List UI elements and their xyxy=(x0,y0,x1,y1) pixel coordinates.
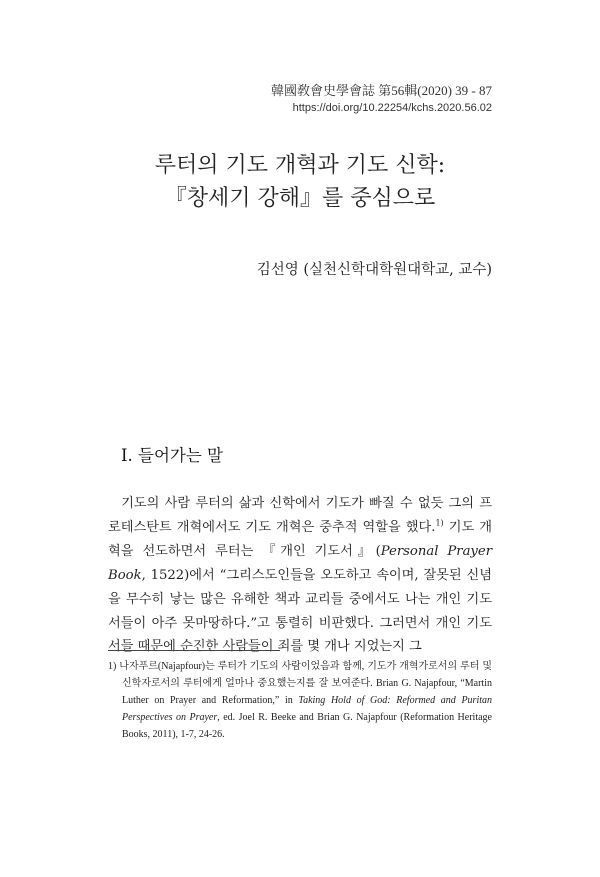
footnote-text: 나자푸르(Najapfour)는 루터가 기도의 사람이었음과 함께, 기도가 개혁가로서의 루터 및 신학자로서의 루터에게 얼마나 중요했는지를 잘 보여준다. Brian G. Najapfour, “Martin Luther on Prayer and Reformation,” in xyxy=(119,661,492,706)
author-affiliation: 김선영 (실천신학대학원대학교, 교수) xyxy=(256,262,492,278)
paper-title xyxy=(0,150,600,216)
title-line-1: 루터의 기도 개혁과 기도 신학: xyxy=(154,153,446,178)
footnote-paragraph xyxy=(108,658,492,743)
doi-link[interactable]: https://doi.org/10.22254/kchs.2020.56.02 xyxy=(292,102,492,114)
body-text-segment: 기도의 사람 루터의 삶과 신학에서 기도가 빠질 수 없듯 그의 프로테스탄트 개혁에서도 기도 개혁은 중추적 역할을 했다. xyxy=(108,496,492,535)
journal-citation: 韓國敎會史學會誌 第56輯(2020) 39 - 87 xyxy=(271,83,492,98)
section-heading: I. 들어가는 말 xyxy=(121,446,223,465)
footnote-text: , ed. Joel R. Beeke and Brian G. Najapfour (Reformation Heritage Books, 2011), 1-7, 24-26. xyxy=(122,712,492,740)
paragraph xyxy=(108,492,492,659)
footnote-divider xyxy=(108,650,280,651)
book-title-italic: Personal Prayer Book xyxy=(108,543,492,583)
footnote-number: 1) xyxy=(108,661,117,672)
footnote xyxy=(108,658,492,743)
body-text xyxy=(108,492,492,659)
footnote-reference[interactable]: 1) xyxy=(435,518,444,528)
body-text-segment: 기도 개혁을 선도하면서 루터는 『개인 기도서』( xyxy=(108,519,492,559)
footnote-book-title: Taking Hold of God: Reformed and Puritan Perspectives on Prayer xyxy=(122,695,493,723)
body-text-segment: , 1522)에서 “그리스도인들을 오도하고 속이며, 잘못된 신념을 무수히 낳는 많은 유해한 책과 교리들 중에서도 나는 개인 기도서들이 아주 못마땅하다.”고 통렬히 비판했다. 그러면서 개인 기도서들 때문에 순진한 사람들이 죄를 몇 개나 지었는지 그 xyxy=(108,567,492,655)
journal-header xyxy=(271,82,492,116)
title-line-2: 『창세기 강해』를 중심으로 xyxy=(164,186,436,211)
